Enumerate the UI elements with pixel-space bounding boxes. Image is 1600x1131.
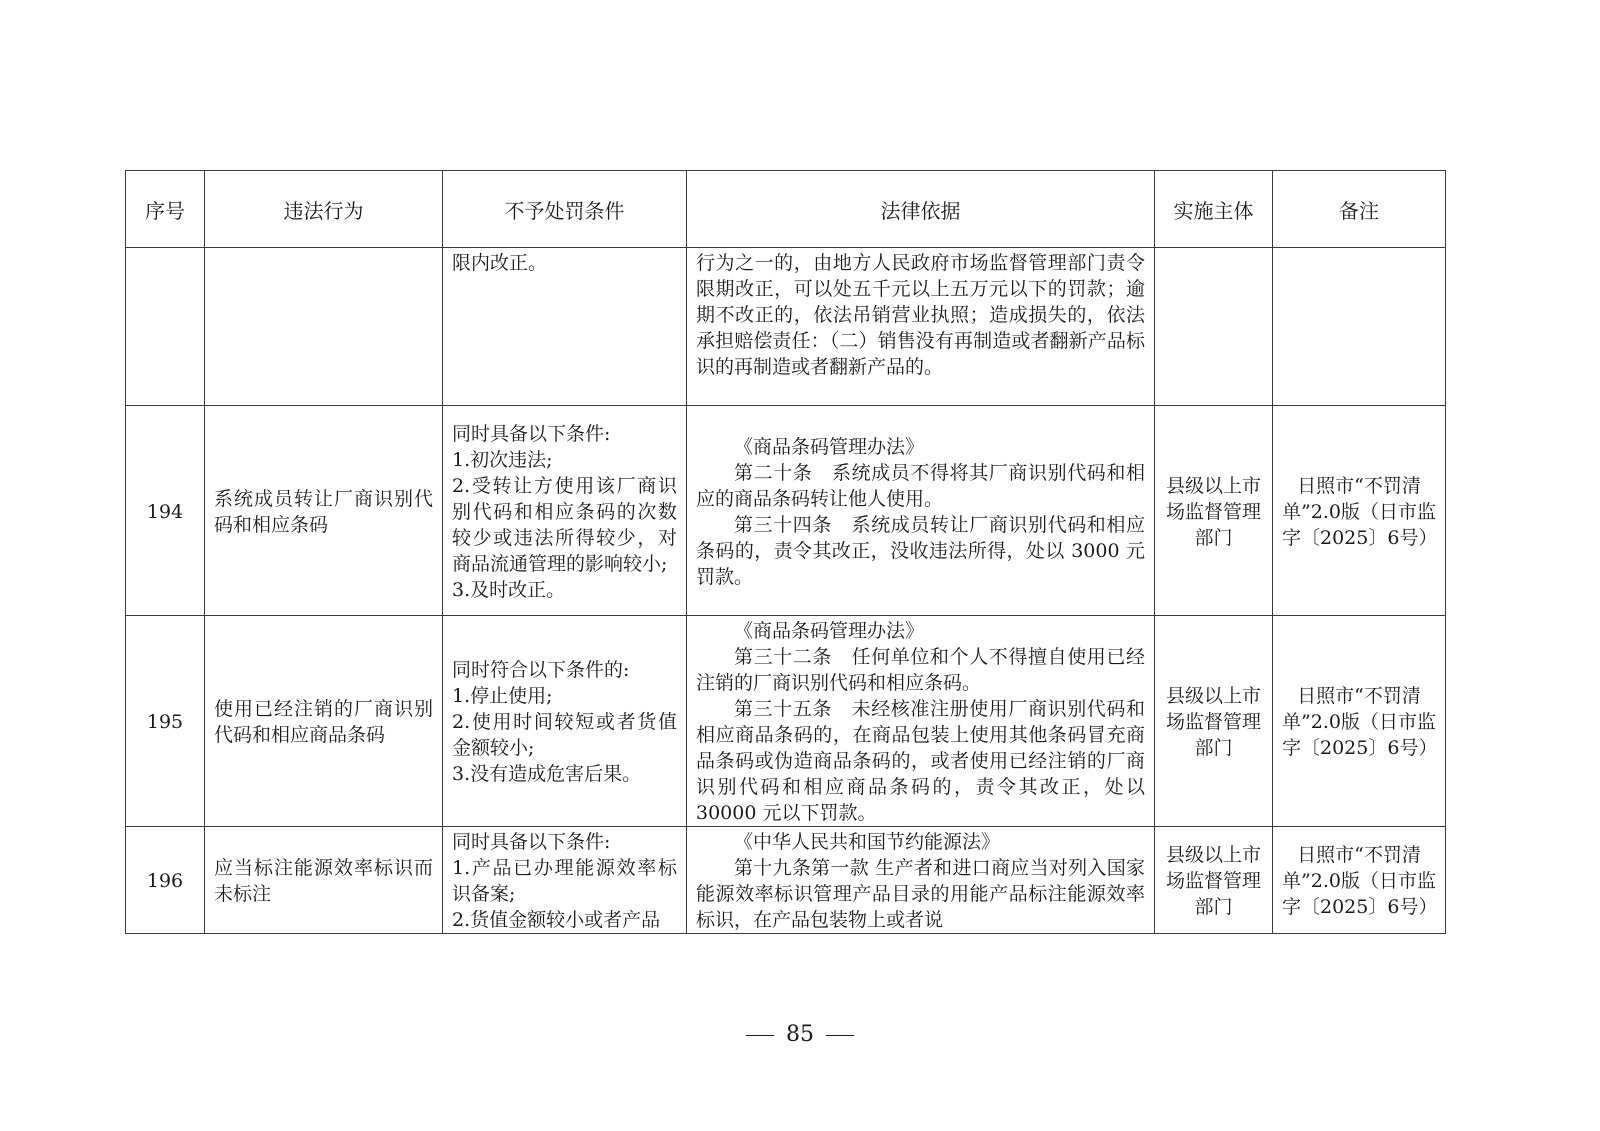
condition-line: 同时具备以下条件: [452, 422, 611, 445]
header-remarks: 备注 [1273, 171, 1446, 248]
condition-line: 3.没有造成危害后果。 [452, 763, 642, 785]
basis-line: 第三十二条 任何单位和个人不得擅自使用已经注销的厂商识别代码和相应条码。 [696, 646, 1145, 694]
cell-remark [1273, 827, 1446, 934]
header-exemption-conditions: 不予处罚条件 [443, 171, 687, 248]
cell-violation [205, 827, 443, 934]
violation-text: 系统成员转让厂商识别代码和相应条码 [214, 487, 433, 536]
basis-line: 第十九条第一款 生产者和进口商应当对列入国家能源效率标识管理产品目录的用能产品标注能源效率标识，在产品包装物上或者说 [696, 857, 1145, 931]
cell-no [126, 616, 205, 827]
row-number: 196 [146, 870, 184, 892]
condition-line: 1.产品已办理能源效率标识备案; [452, 857, 677, 905]
cell-agency [1155, 827, 1273, 934]
condition-line: 2.货值金额较小或者产品 [452, 909, 661, 931]
header-violation: 违法行为 [205, 171, 443, 248]
basis-line: 《商品条码管理办法》 [734, 620, 925, 642]
condition-line: 1.初次违法; [452, 448, 553, 471]
cell-no [126, 827, 205, 934]
condition-line: 3.及时改正。 [452, 578, 566, 601]
table-row [126, 406, 1446, 616]
header-agency: 实施主体 [1155, 171, 1273, 248]
condition-line: 同时具备以下条件: [452, 831, 611, 853]
cell-violation [205, 406, 443, 616]
table-row-continuation [126, 248, 1446, 406]
cell-violation [205, 248, 443, 406]
remark-text: 日照市“不罚清单”2.0版（日市监字〔2025〕6号） [1282, 474, 1438, 549]
cell-remark [1273, 406, 1446, 616]
basis-line: 第三十五条 未经核准注册使用厂商识别代码和相应商品条码的，在商品包装上使用其他条码冒充商品条码或伪造商品条码的，或者使用已经注销的厂商识别代码和相应商品条码的，责令其改正，处以 30000 元以下罚款。 [696, 698, 1145, 824]
penalty-exemption-table [125, 170, 1446, 934]
header-legal-basis: 法律依据 [687, 171, 1155, 248]
cell-basis [687, 827, 1155, 934]
condition-line: 同时符合以下条件的: [452, 659, 630, 681]
basis-line: 《商品条码管理办法》 [734, 435, 925, 458]
cell-conditions [443, 406, 687, 616]
basis-line: 《中华人民共和国节约能源法》 [734, 831, 1001, 853]
row-number: 195 [146, 711, 184, 733]
cell-basis [687, 616, 1155, 827]
basis-line: 第二十条 系统成员不得将其厂商识别代码和相应的商品条码转让他人使用。 [696, 461, 1145, 510]
agency-text: 县级以上市场监督管理部门 [1165, 474, 1261, 549]
cell-conditions [443, 827, 687, 934]
cell-no [126, 248, 205, 406]
cell-agency [1155, 616, 1273, 827]
condition-line: 2.受转让方使用该厂商识别代码和相应条码的次数较少或违法所得较少，对商品流通管理的影响较小; [452, 474, 677, 575]
footer-dash-right [826, 1035, 854, 1036]
cell-agency [1155, 406, 1273, 616]
agency-text: 县级以上市场监督管理部门 [1165, 844, 1261, 918]
cell-remark [1273, 248, 1446, 406]
remark-text: 日照市“不罚清单”2.0版（日市监字〔2025〕6号） [1282, 685, 1438, 759]
continuation-condition-text: 限内改正。 [452, 252, 548, 274]
violation-text: 使用已经注销的厂商识别代码和相应商品条码 [214, 698, 433, 746]
footer-dash-left [746, 1035, 774, 1036]
cell-violation [205, 616, 443, 827]
table-row [126, 616, 1446, 827]
condition-line: 2.使用时间较短或者货值金额较小; [452, 711, 677, 759]
continuation-basis-text: 行为之一的，由地方人民政府市场监督管理部门责令限期改正，可以处五千元以上五万元以下的罚款；逾期不改正的，依法吊销营业执照；造成损失的，依法承担赔偿责任：（二）销售没有再制造或者翻新产品标识的再制造或者翻新产品的。 [696, 252, 1145, 378]
violation-text: 应当标注能源效率标识而未标注 [214, 857, 433, 905]
remark-text: 日照市“不罚清单”2.0版（日市监字〔2025〕6号） [1282, 844, 1438, 918]
cell-remark [1273, 616, 1446, 827]
table-row [126, 827, 1446, 934]
cell-basis [687, 248, 1155, 406]
cell-agency [1155, 248, 1273, 406]
condition-line: 1.停止使用; [452, 685, 553, 707]
table-header-row [126, 171, 1446, 248]
page-footer [0, 1022, 1600, 1047]
row-number: 194 [146, 500, 184, 523]
cell-conditions [443, 616, 687, 827]
basis-line: 第三十四条 系统成员转让厂商识别代码和相应条码的，责令其改正，没收违法所得，处以 3000 元罚款。 [696, 513, 1145, 588]
cell-no [126, 406, 205, 616]
header-serial-no: 序号 [126, 171, 205, 248]
page-number: 85 [786, 1022, 814, 1047]
cell-basis [687, 406, 1155, 616]
cell-conditions [443, 248, 687, 406]
agency-text: 县级以上市场监督管理部门 [1165, 685, 1261, 759]
